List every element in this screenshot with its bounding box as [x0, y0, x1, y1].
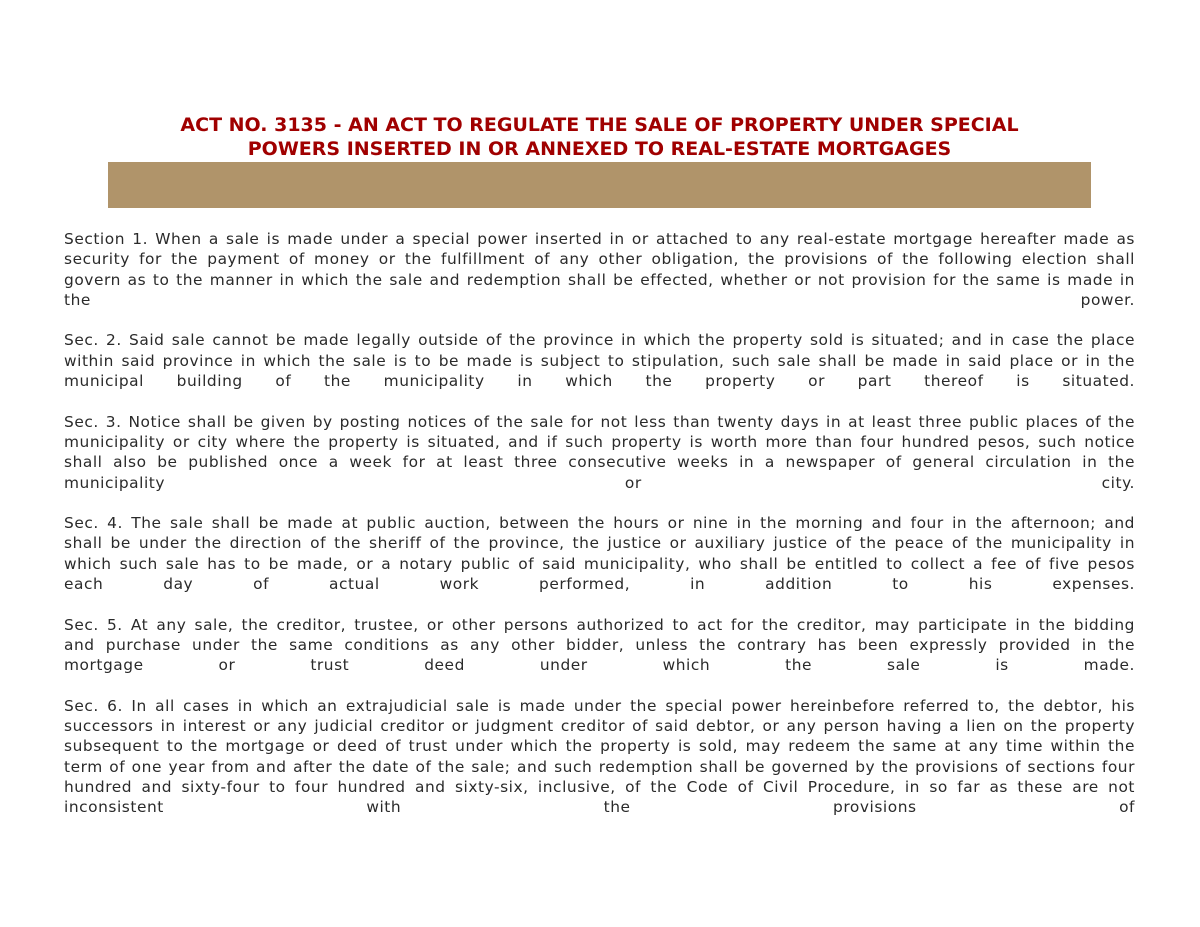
document-title	[108, 113, 1091, 161]
section-5: Sec. 5. At any sale, the creditor, trustee, or other persons authorized to act for the creditor, may participate in the bidding and purchase under the same conditions as any other bidder, unless the contrary has been expressly provided in the mortgage or trust deed under which the sale is made.	[64, 615, 1135, 675]
title-line-1: ACT NO. 3135 - AN ACT TO REGULATE THE SALE OF PROPERTY UNDER SPECIAL	[180, 114, 1019, 136]
section-4: Sec. 4. The sale shall be made at public auction, between the hours or nine in the morning and four in the afternoon; and shall be under the direction of the sheriff of the province, the justice or auxiliary justice of the peace of the municipality in which such sale has to be made, or a notary public of said municipality, who shall be entitled to collect a fee of five pesos each day of actual work performed, in addition to his expenses.	[64, 514, 1135, 594]
section-3: Sec. 3. Notice shall be given by posting notices of the sale for not less than twenty days in at least three public places of the municipality or city where the property is situated, and if such property is worth more than four hundred pesos, such notice shall also be published once a week for at least three consecutive weeks in a newspaper of general circulation in the municipality or city.	[64, 412, 1135, 492]
act-body	[64, 229, 1135, 818]
section-1: Section 1. When a sale is made under a special power inserted in or attached to any real-estate mortgage hereafter made as security for the payment of money or the fulfillment of any other obligation, the provisions of the following election shall govern as to the manner in which the sale and redemption shall be effected, whether or not provision for the same is made in the power.	[64, 230, 1135, 309]
section-6: Sec. 6. In all cases in which an extrajudicial sale is made under the special power hereinbefore referred to, the debtor, his successors in interest or any judicial creditor or judgment creditor of said debtor, or any person having a lien on the property subsequent to the mortgage or deed of trust under which the property is sold, may redeem the same at any time within the term of one year from and after the date of the sale; and such redemption shall be governed by the provisions of sections four hundred and sixty-four to four hundred and sixty-six, inclusive, of the Code of Civil Procedure, in so far as these are not inconsistent with the provisions of	[64, 696, 1135, 817]
title-line-2: POWERS INSERTED IN OR ANNEXED TO REAL-ESTATE MORTGAGES	[247, 138, 952, 160]
section-2: Sec. 2. Said sale cannot be made legally outside of the province in which the property sold is situated; and in case the place within said province in which the sale is to be made is subject to stipulation, such sale shall be made in said place or in the municipal building of the municipality in which the property or part thereof is situated.	[64, 331, 1135, 391]
title-decorative-bar	[108, 162, 1091, 208]
